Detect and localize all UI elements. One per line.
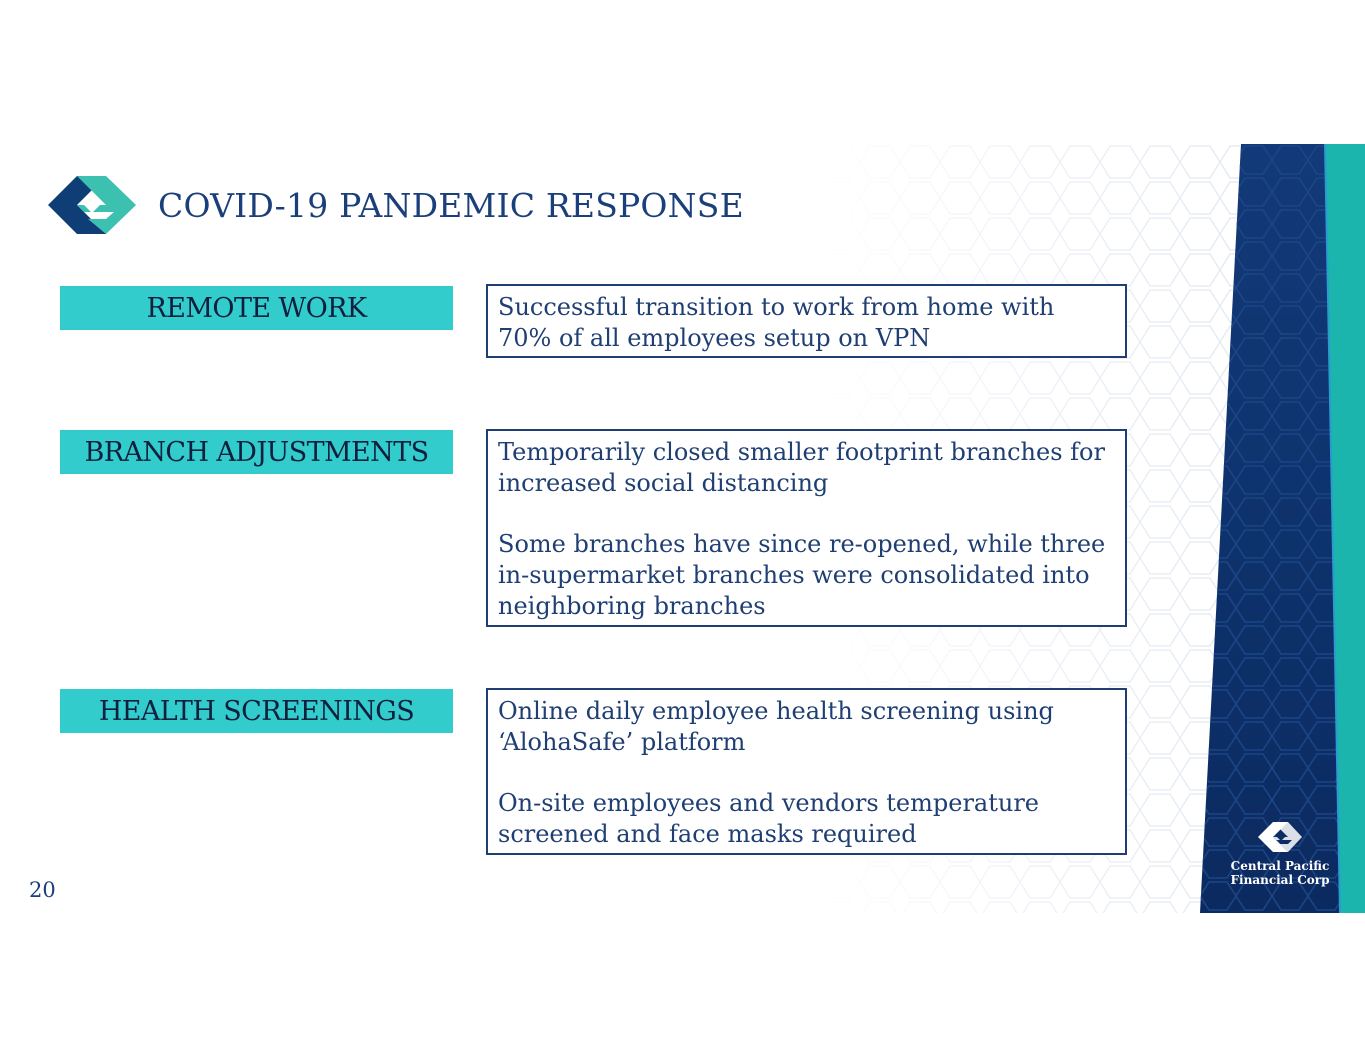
section-label-health-screenings: HEALTH SCREENINGS [60,689,453,733]
company-logo-icon [44,172,138,238]
section-text: Online daily employee health screening using ‘AlohaSafe’ platform [498,697,1054,756]
page-title: COVID-19 PANDEMIC RESPONSE [158,186,744,225]
brand-logo [1210,820,1350,890]
brand-line1: Central Pacific [1230,859,1330,873]
brand-line2: Financial Corp [1230,873,1330,887]
section-box-branch-adjustments [486,429,1127,627]
section-label-remote-work: REMOTE WORK [60,286,453,330]
section-text: Some branches have since re-opened, while three in-supermarket branches were consolidated into neighboring branches [498,530,1106,620]
section-box-remote-work [486,284,1127,358]
section-text: Temporarily closed smaller footprint branches for increased social distancing [498,438,1105,497]
section-box-health-screenings [486,688,1127,855]
page-number: 20 [29,878,56,902]
section-text: Successful transition to work from home with 70% of all employees setup on VPN [498,293,1055,352]
brand-mark-icon [1258,822,1302,852]
section-text: On-site employees and vendors temperature screened and face masks required [498,789,1040,848]
side-band [1200,144,1365,913]
section-label-branch-adjustments: BRANCH ADJUSTMENTS [60,430,453,474]
